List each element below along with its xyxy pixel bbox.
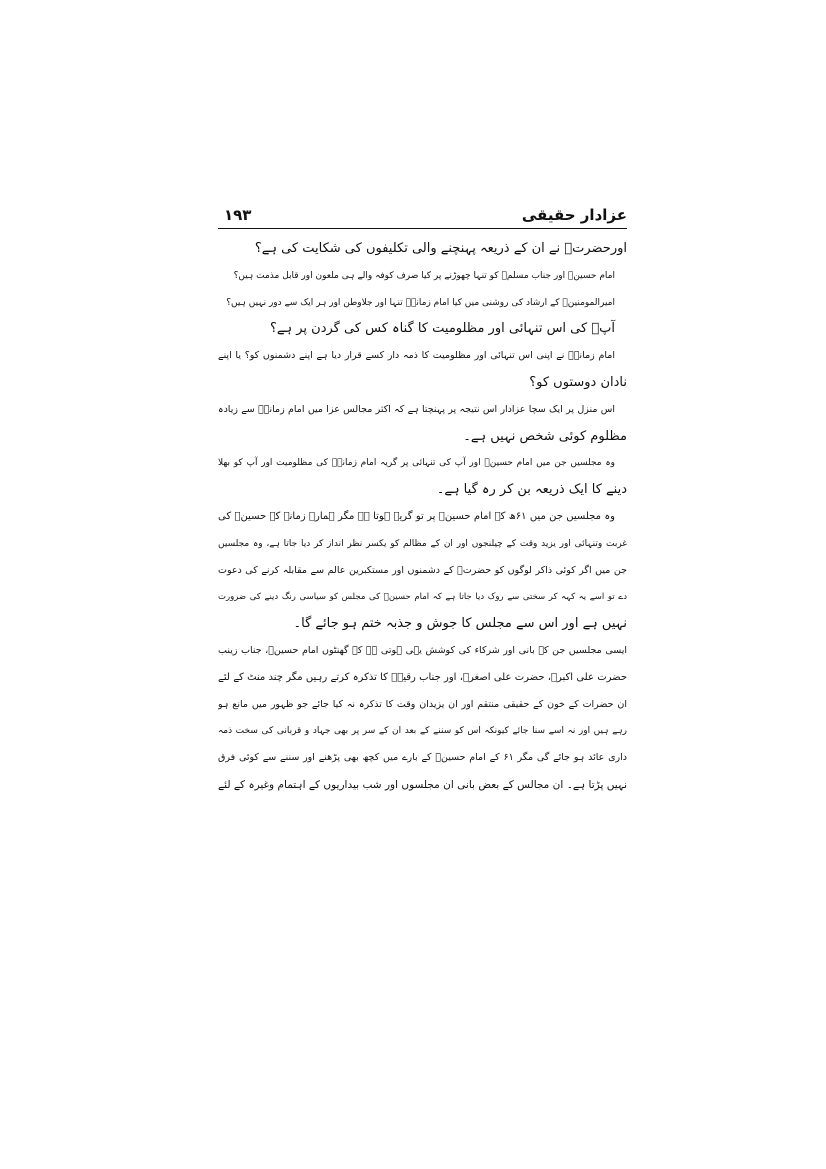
text-line: جن میں اگر کوئی ذاکر لوگوں کو حضرتؑ کے دشمنوں اور مستکبرین عالم سے مقابلہ کرنے کی دعوت — [218, 564, 627, 576]
text-line: آپؑ کی اس تنہائی اور مظلومیت کا گناہ کس کی گردن پر ہے؟ — [269, 321, 615, 337]
text-line: اورحضرتؑ نے ان کے ذریعہ پہنچنے والی تکلیفوں کی شکایت کی ہے؟ — [254, 241, 627, 256]
text-line: ان حضرات کے خون کے حقیقی منتقم اور ان یزیدان وقت کا تذکرہ نہ کیا جائے جو ظہور میں مانع ہو — [218, 698, 627, 710]
text-line: امام زمانہؑ نے اپنی اس تنہائی اور مظلومیت کا ذمہ دار کسے قرار دیا ہے اپنے دشمنوں کو؟ یا اپنے — [218, 350, 615, 362]
text-line: داری عائد ہو جائے گی مگر ۶۱ کے امام حسینؑ کے بارے میں کچھ بھی پڑھنے اور سننے سے کوئی فرق — [218, 752, 627, 764]
body-text — [218, 236, 627, 799]
text-line: دے تو اسے یہ کہہ کر سختی سے روک دیا جاتا ہے کہ امام حسینؑ کی مجلس کو سیاسی رنگ دینے کی ضرورت — [218, 592, 627, 603]
text-line: نہیں پڑتا ہے۔ ان مجالس کے بعض بانی ان مجلسوں اور شب بیداریوں کے اہتمام وغیرہ کے لئے — [218, 778, 627, 791]
text-line: نادان دوستوں کو؟ — [529, 374, 627, 390]
text-line: غربت وتنہائی اور یزید وقت کے چیلنجوں اور ان کے مظالم کو یکسر نظر انداز کر دیا جاتا ہے، وہ مجلسیں — [218, 538, 627, 549]
text-line: اس منزل پر ایک سچا عزادار اس نتیجہ پر پہنچتا ہے کہ اکثر مجالس عزا میں امام زمانہؑ سے زیادہ — [218, 403, 615, 415]
text-line: رہے ہیں اور نہ اسے سنا جائے کیونکہ اس کو سننے کے بعد ان کے سر پر بھی جہاد و قربانی کی سخت ذمہ — [218, 726, 627, 737]
page-number: ۱۹۳ — [224, 206, 252, 224]
text-line: دینے کا ایک ذریعہ بن کر رہ گیا ہے۔ — [436, 482, 627, 498]
text-line: ایسی مجلسیں جن کے بانی اور شرکاء کی کوشش یہی ہوتی ہے کہ گھنٹوں امام حسینؑ، جناب زینب — [218, 644, 627, 656]
text-line: امام حسینؑ اور جناب مسلمؑ کو تنہا چھوڑنے پر کیا صرف کوفہ والے ہی ملعون اور قابل مذمت ہیں؟ — [233, 270, 615, 281]
text-line: امیرالمومنینؑ کے ارشاد کی روشنی میں کیا امام زمانہؑ تنہا اور جلاوطن اور ہر ایک سے دور نہیں ہیں؟ — [226, 297, 615, 308]
text-line: وہ مجلسیں جن میں ۶۱ھ کے امام حسینؑ پر تو گریہ ہوتا ہے مگر ہمارے زمانہ کے حسینؑ کی — [218, 510, 616, 522]
text-line: وہ مجلسیں جن میں امام حسینؑ اور آپ کی تنہائی پر گریہ امام زمانہؑ کی مظلومیت اور آپ کو بھلا — [218, 458, 615, 469]
running-header — [218, 206, 627, 229]
text-line: مظلوم کوئی شخص نہیں ہے۔ — [463, 428, 627, 444]
text-line: نہیں ہے اور اس سے مجلس کا جوش و جذبہ ختم ہو جائے گا۔ — [293, 616, 627, 632]
text-line: حضرت علی اکبرؑ، حضرت علی اصغرؑ، اور جناب رقیہؑ کا تذکرہ کرتے رہیں مگر چند منٹ کے لئے — [218, 671, 627, 683]
book-title: عزادار حقیقی — [521, 206, 627, 224]
